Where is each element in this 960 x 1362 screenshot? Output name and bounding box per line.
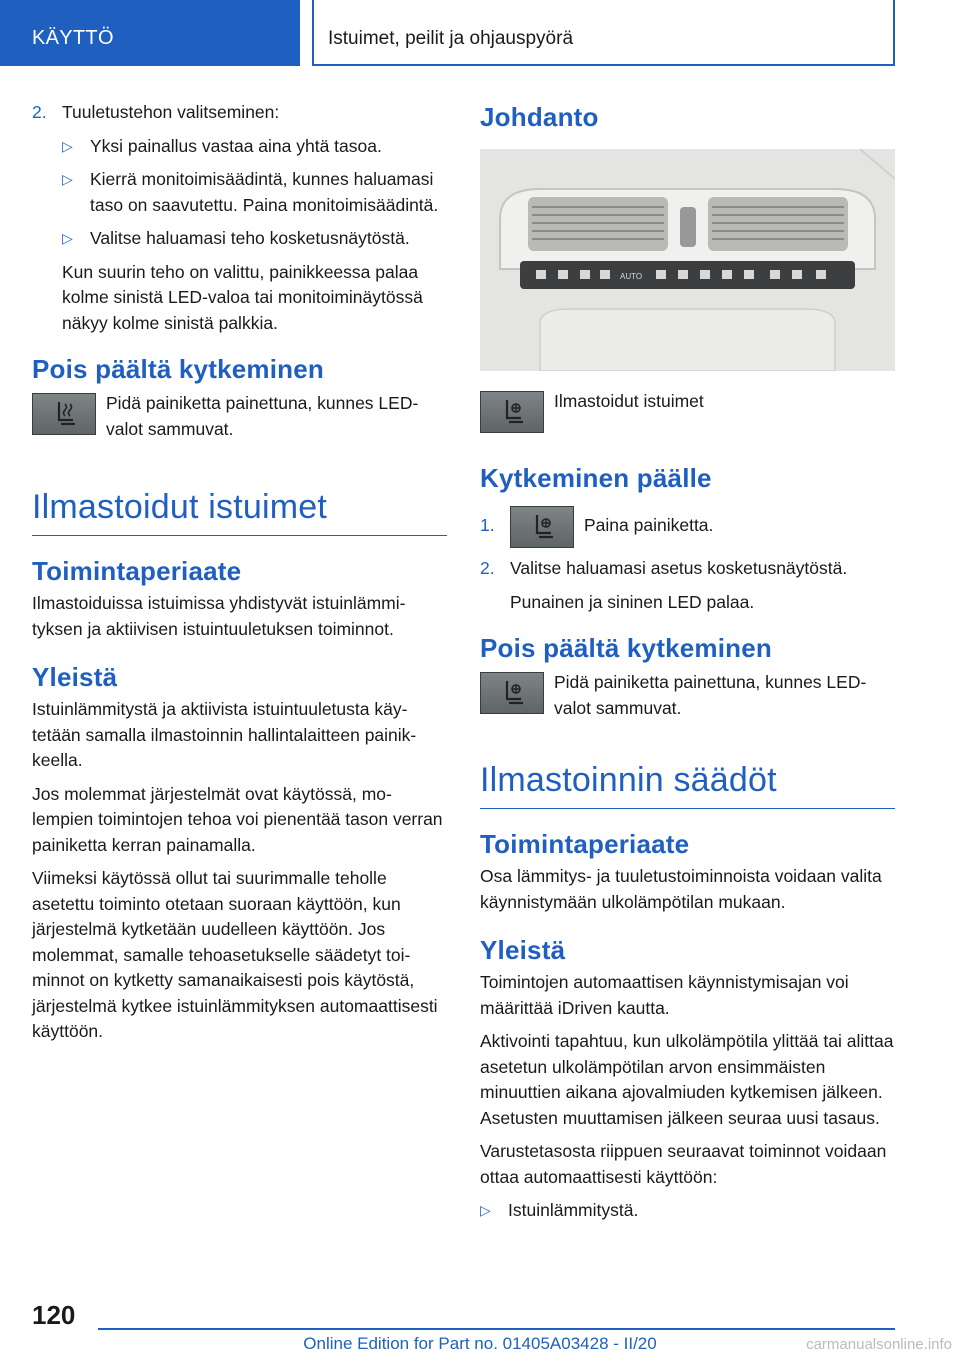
climate-panel-photo: [480, 149, 895, 371]
triangle-right-outline-icon: ▷: [480, 1202, 491, 1218]
auto-label: AUTO: [620, 272, 643, 281]
subsection-heading: Toimintaperiaate: [32, 556, 242, 586]
numbered-step: [480, 556, 895, 582]
icon-note: [480, 670, 895, 721]
step-text: Tuuletustehon valitseminen:: [62, 102, 280, 122]
triangle-right-outline-icon: ▷: [62, 171, 73, 187]
chapter-heading-block: [32, 488, 447, 536]
footer-rule: [98, 1328, 895, 1330]
section-title: KÄYTTÖ: [32, 27, 114, 49]
note-text: Pidä painiketta painettuna, kunnes LED-valot sammuvat.: [106, 393, 419, 439]
vent-illustration: [480, 149, 895, 371]
chapter-heading: Ilmastoidut istuimet: [32, 488, 327, 526]
paragraph: Istuinlämmitystä ja aktiivista istuintuuletusta käytetään samalla ilmastoinnin hallintalaitteen painikkeella.: [32, 699, 417, 770]
section-heading: Johdanto: [480, 102, 599, 132]
chapter-heading-block: [480, 761, 895, 809]
subsection-heading: Yleistä: [480, 935, 566, 965]
bullet-text: Istuinlämmitystä.: [508, 1200, 639, 1220]
bullet-item: [62, 167, 447, 218]
photo-legend: [480, 389, 895, 433]
paragraph: Osa lämmitys- ja tuuletustoiminnoista voidaan valita käynnistymään ulkolämpötilan mukaan.: [480, 866, 882, 912]
paragraph: Kun suurin teho on valittu, painikkeessa palaa kolme sinistä LED-valoa tai monitoiminäytössä näkyy kolme sinistä palkkia.: [62, 261, 423, 333]
left-column: [32, 100, 447, 1045]
right-column: [480, 100, 895, 1232]
bullet-text: Kierrä monitoimisäädintä, kunnes haluamasi taso on saavutettu. Paina monitoimisäädintä.: [90, 169, 439, 215]
bullet-text: Valitse haluamasi teho kosketusnäytöstä.: [90, 228, 410, 248]
paragraph: Ilmastoiduissa istuimissa yhdistyvät istuinlämmityksen ja aktiivisen istuintuuletuksen toiminnot.: [32, 593, 406, 639]
subsection-heading: Yleistä: [32, 662, 118, 692]
section-heading: Kytkeminen päälle: [480, 463, 712, 493]
chapter-header: [312, 0, 895, 66]
legend-text: Ilmastoidut istuimet: [554, 391, 704, 411]
bullet-item: [62, 134, 447, 160]
ventilated-seat-icon: [510, 506, 574, 548]
ventilated-seat-icon: [480, 672, 544, 714]
step-number: 1.: [480, 515, 495, 536]
ventilated-seat-icon: [480, 391, 544, 433]
section-heading: Pois päältä kytkeminen: [32, 354, 324, 384]
paragraph: Aktivointi tapahtuu, kun ulkolämpötila ylittää tai alittaa asetetun ulkolämpötilan arvon ensimmäisten minuuttien aikana ajovalmiuden kytkemisen jälkeen. Asetusten muuttamisen jälkeen seuraa uusi tasaus.: [480, 1031, 894, 1128]
chapter-title: Istuimet, peilit ja ohjauspyörä: [328, 28, 574, 49]
paragraph: Viimeksi käytössä ollut tai suurimmalle teholle asetettu toiminto otetaan suoraan käyttöön, kun järjestelmä kytketään uudelleen käyttöön. Jos molemmat, samalle tehoasetukselle säädetyt toiminnot on kytketty samanaikaisesti pois käytöstä, järjestelmä kytkee istuinlämmityksen automaattisesti käyttöön.: [32, 868, 438, 1041]
triangle-right-outline-icon: ▷: [62, 137, 73, 154]
step-number: 2.: [480, 558, 495, 578]
watermark: carmanualsonline.info: [806, 1336, 952, 1353]
chapter-heading: Ilmastoinnin säädöt: [480, 761, 777, 799]
heated-seat-icon: [32, 393, 96, 435]
paragraph: Varustetasosta riippuen seuraavat toiminnot voidaan ottaa automaattisesti käyttöön:: [480, 1141, 887, 1187]
numbered-step: [32, 100, 447, 126]
section-heading: Pois päältä kytkeminen: [480, 633, 772, 663]
step-text: Valitse haluamasi asetus kosketusnäytöstä.: [510, 558, 848, 578]
bullet-text: Yksi painallus vastaa aina yhtä tasoa.: [90, 135, 382, 156]
page-number: 120: [32, 1300, 76, 1330]
numbered-step: [480, 504, 895, 548]
section-tab: [0, 0, 300, 66]
step-number: 2.: [32, 102, 47, 122]
icon-note: [32, 391, 447, 442]
note-text: Pidä painiketta painettuna, kunnes LED-valot sammuvat.: [554, 672, 867, 718]
bullet-item: [480, 1198, 895, 1224]
triangle-right-outline-icon: ▷: [62, 230, 73, 246]
bullet-item: [62, 226, 447, 252]
paragraph: Toimintojen automaattisen käynnistymisajan voi määrittää iDriven kautta.: [480, 972, 849, 1018]
edition-text: Online Edition for Part no. 01405A03428 - II/20: [303, 1334, 657, 1353]
paragraph: Jos molemmat järjestelmät ovat käytössä, molempien toimintojen tehoa voi pienentää tason verran painiketta kerran painamalla.: [32, 783, 443, 855]
step-note: Punainen ja sininen LED palaa.: [510, 591, 755, 612]
step-text: Paina painiketta.: [584, 515, 714, 536]
subsection-heading: Toimintaperiaate: [480, 829, 690, 859]
